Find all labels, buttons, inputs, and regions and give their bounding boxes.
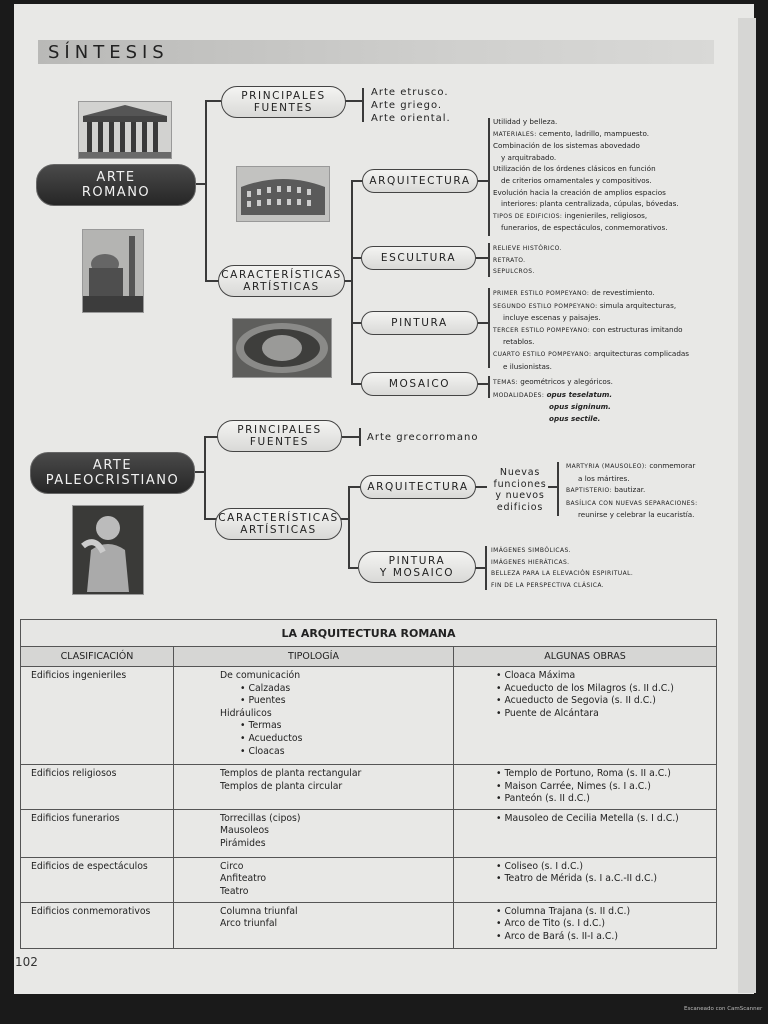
arte-romano-node [36,164,196,206]
item-text: e ilusionistas. [503,361,552,371]
list-item: RELIEVE HISTÓRICO. [493,245,562,252]
item-text: ingenieriles, religiosos, [562,210,648,220]
item-text: cemento, ladrillo, mampuesto. [536,128,650,138]
tipologia-item: Torrecillas (cipos) [220,812,301,824]
connector [205,100,221,102]
tipologia-cell [174,765,454,810]
tipologia-item: Arco triunfal [220,918,278,930]
tipologia-item: Teatro [220,885,249,897]
item-text: Combinación de los sistemas abovedado [493,141,640,151]
paleo-caract-node [215,508,342,540]
clasificacion-cell: Edificios ingenieriles [21,667,174,765]
node-label: PALEOCRISTIANO [45,473,180,488]
node-label: FUENTES [249,436,310,448]
list-item [566,460,698,473]
label-line: Nuevas [499,467,541,478]
book-spine [738,18,756,993]
list-item [493,336,689,348]
obras-cell [454,857,717,902]
romano-arquitectura-node [362,169,478,193]
list-item: Arte oriental. [371,113,451,124]
list-item [493,163,679,175]
paleo-pm-details [491,545,633,591]
tipologia-cell [174,857,454,902]
obras-cell [454,667,717,765]
list-item: IMÁGENES SIMBÓLICAS. [491,547,571,554]
connector [351,257,361,259]
romano-esc-details [493,243,562,278]
tipologia-item: Mausoleos [220,825,269,837]
tipologia-cell [174,667,454,765]
list-item [493,152,679,164]
connector [351,322,361,324]
list-item [493,324,689,337]
item-text: reunirse y celebrar la eucaristía. [578,510,695,520]
list-item [493,140,679,152]
arquitectura-romana-table [20,619,717,949]
list-item [493,287,689,300]
connector [485,546,487,590]
item-key: PRIMER ESTILO POMPEYANO: [493,290,590,297]
item-text: Utilización de los órdenes clásicos en función [493,164,656,174]
paleo-fuentes-node [217,420,342,452]
node-label: PINTURA [388,555,446,567]
connector [196,183,206,185]
node-label: ARTÍSTICAS [240,524,317,536]
item-key: MATERIALES: [493,130,537,138]
item-text: conmemorar [647,461,696,470]
tipologia-item: • Cloacas [220,746,449,759]
list-item [493,210,679,223]
romano-mos-details [493,376,613,424]
item-key: BASÍLICA CON NUEVAS SEPARACIONES: [566,499,698,507]
tipologia-item: • Termas [220,720,449,733]
table-row [21,902,717,948]
arte-paleocristiano-node [30,452,195,494]
label-line: edificios [496,501,544,513]
obra-item: • Acueducto de Segovia (s. II d.C.) [496,695,712,708]
item-key: SEGUNDO ESTILO POMPEYANO: [493,302,598,310]
list-item [493,128,679,141]
item-text: de criterios ornamentales y compositivos. [501,175,652,185]
section-title-bar [38,40,714,64]
clasificacion-cell: Edificios conmemorativos [21,902,174,948]
connector [205,280,219,282]
list-item: FIN DE LA PERSPECTIVA CLÁSICA. [491,581,605,589]
item-key: BAPTISTERIO: [566,487,612,495]
connector [478,180,488,182]
connector [348,567,358,569]
connector [362,88,364,122]
connector [204,436,218,438]
table-title: LA ARQUITECTURA ROMANA [21,620,717,647]
connector [476,257,488,259]
node-label: MOSAICO [388,378,451,390]
table-header: ALGUNAS OBRAS [454,647,717,667]
tipologia-item: Templos de planta rectangular [220,768,362,779]
obras-cell [454,809,717,857]
obra-item: • Puente de Alcántara [496,708,712,721]
item-text: Utilidad y belleza. [493,117,558,126]
clasificacion-cell: Edificios funerarios [21,809,174,857]
item-text: opus teselatum. [546,389,613,399]
item-text: interiores: planta centralizada, cúpulas, bóvedas. [501,199,679,209]
list-item [566,484,698,497]
node-label: ARQUITECTURA [367,481,469,493]
list-item: SEPULCROS. [493,268,535,276]
romano-mosaico-node [361,372,478,396]
connector [348,486,350,569]
item-text: funerarios, de espectáculos, conmemorativos. [501,223,668,233]
list-item: BELLEZA PARA LA ELEVACIÓN ESPIRITUAL. [491,570,634,578]
list-item [566,497,698,510]
item-text: y arquitrabado. [501,152,557,162]
connector [488,118,490,236]
connector [351,180,353,384]
romano-caract-node [218,265,345,297]
item-text: retablos. [503,337,535,347]
node-label: ROMANO [81,185,151,200]
obra-item: • Arco de Bará (s. II-I a.C.) [496,931,712,944]
romano-escultura-node [361,246,476,270]
obra-item: • Columna Trajana (s. II d.C.) [496,906,712,919]
nuevas-funciones-label [489,467,551,513]
item-text: con estructuras imitando [590,324,683,334]
list-item [493,116,679,128]
tipologia-cell [174,809,454,857]
connector [345,100,363,102]
tipologia-item: Hidráulicos [220,707,272,719]
connector [478,383,488,385]
node-label: CARACTERÍSTICAS [218,512,339,524]
item-text: de revestimiento. [589,288,655,297]
tipologia-item: Pirámides [220,837,266,849]
label-line: funciones [493,478,547,490]
obra-item: • Cloaca Máxima [496,670,712,683]
obra-item: • Maison Carrée, Nimes (s. I a.C.) [496,781,712,794]
node-label: ARQUITECTURA [369,175,471,187]
list-item [493,198,679,210]
list-item [493,300,689,313]
romano-arq-details [493,116,679,234]
connector [351,383,361,385]
tipologia-item: • Calzadas [220,683,449,696]
obra-item: • Teatro de Mérida (s. I a.C.-II d.C.) [496,873,712,886]
item-key: TERCER ESTILO POMPEYANO: [493,326,591,334]
scanner-watermark: Escaneado con CamScanner [684,1006,763,1012]
tipologia-item: Circo [220,860,244,872]
item-key: MARTYRIA (MAUSOLEO): [566,463,648,470]
romano-fuentes-node [221,86,346,118]
colosseum-image [236,166,330,222]
list-item [493,361,689,373]
item-text: simula arquitecturas, [597,300,677,310]
list-item: Arte etrusco. [371,87,449,98]
connector [478,322,488,324]
node-label: Y MOSAICO [379,567,455,579]
node-label: PRINCIPALES [237,424,322,436]
node-label: ARTE [96,170,136,185]
item-text: incluye escenas y paisajes. [503,313,601,323]
list-item: Arte griego. [371,100,443,111]
node-label: ESCULTURA [380,252,457,264]
label-line: y nuevos [495,490,545,501]
item-text: Evolución hacia la creación de amplios espacios [493,187,666,197]
item-text: opus signinum. [549,402,611,412]
section-title: SÍNTESIS [48,42,169,63]
node-label: PINTURA [391,317,448,329]
item-key: TIPOS DE EDIFICIOS: [493,212,563,220]
node-label: ARTE [92,458,133,473]
list-item [493,376,613,389]
paleo-arq-details [566,460,698,521]
list-item [493,401,613,413]
obra-item: • Arco de Tito (s. I d.C.) [496,918,712,931]
obras-cell [454,902,717,948]
node-label: FUENTES [253,102,314,114]
node-label: PRINCIPALES [241,90,326,102]
page-number: 102 [15,955,38,969]
table-row [21,765,717,810]
table-header: CLASIFICACIÓN [21,647,174,667]
connector [475,486,487,488]
connector [342,436,360,438]
connector [359,428,361,446]
pantheon-image [78,101,172,159]
list-item [493,348,689,361]
romano-pintura-node [361,311,478,335]
list-item [493,222,679,234]
list-item [493,187,679,199]
obra-item: • Panteón (s. II d.C.) [496,793,712,806]
table-row [21,809,717,857]
connector [557,462,559,516]
connector [205,100,207,282]
tipologia-cell [174,902,454,948]
obra-item: • Templo de Portuno, Roma (s. II a.C.) [496,768,712,781]
clasificacion-cell: Edificios de espectáculos [21,857,174,902]
list-item [566,473,698,485]
connector [204,436,206,520]
paleo-fuentes-text: Arte grecorromano [367,432,479,443]
column-monument-image [82,229,144,313]
tipologia-item: Anfiteatro [220,873,267,885]
table-row [21,667,717,765]
item-key: CUARTO ESTILO POMPEYANO: [493,350,592,358]
connector [195,471,205,473]
item-key: TEMAS: [493,379,518,386]
list-item [566,509,698,521]
list-item [493,389,613,402]
node-label: CARACTERÍSTICAS [221,269,342,281]
list-item [493,312,689,324]
connector [488,243,490,277]
node-label: ARTÍSTICAS [243,281,320,293]
clasificacion-cell: Edificios religiosos [21,765,174,810]
obra-item: • Coliseo (s. I d.C.) [496,861,712,874]
connector [488,376,490,398]
mosaic-image [232,318,332,378]
table-row [21,857,717,902]
item-text: arquitecturas complicadas [591,348,690,358]
tipologia-item: • Puentes [220,695,449,708]
christian-relief-image [72,505,144,595]
connector [475,567,485,569]
table-header: TIPOLOGÍA [174,647,454,667]
tipologia-item: Columna triunfal [220,905,298,917]
list-item [493,175,679,187]
item-text: opus sectile. [549,413,601,423]
paleo-arquitectura-node [360,475,476,499]
obra-item: • Acueducto de los Milagros (s. II d.C.) [496,683,712,696]
item-key: MODALIDADES: [493,391,545,399]
romano-fuentes-list [371,86,451,125]
connector [488,288,490,368]
romano-pin-details [493,287,689,372]
paleo-pintura-mosaico-node [358,551,476,583]
tipologia-item: • Acueductos [220,733,449,746]
obra-item: • Mausoleo de Cecilia Metella (s. I d.C.) [496,813,712,826]
list-item: RETRATO. [493,256,526,264]
list-item [493,413,613,425]
item-text: bautizar. [611,485,646,495]
item-text: geométricos y alegóricos. [517,377,613,386]
list-item: IMÁGENES HIERÁTICAS. [491,558,570,566]
item-text: a los mártires. [578,473,630,483]
tipologia-item: Templos de planta circular [220,780,343,792]
tipologia-item: De comunicación [220,670,301,681]
obras-cell [454,765,717,810]
connector [348,486,360,488]
